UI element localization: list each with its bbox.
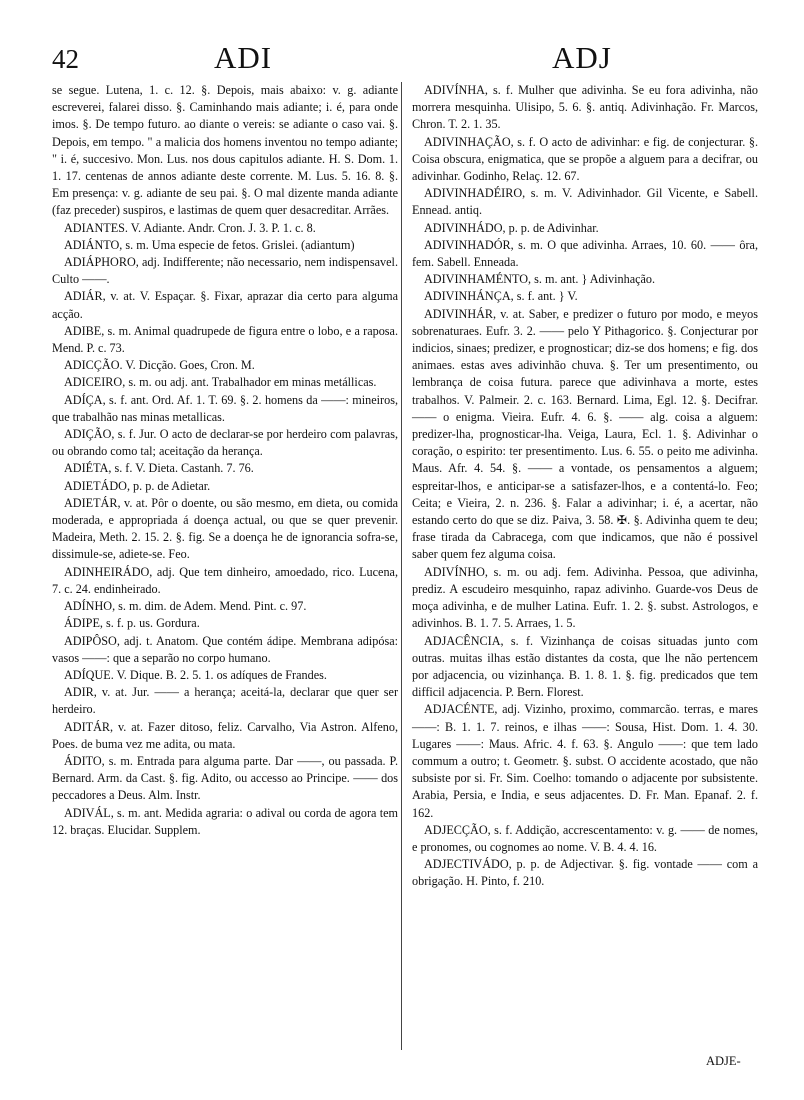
dictionary-entry: ADIVINHADÉIRO, s. m. V. Adivinhador. Gil Vicente, e Sabell. Ennead. antiq. bbox=[412, 186, 758, 218]
running-head-right: ADJ bbox=[552, 40, 612, 75]
dictionary-entry: ADJECÇÃO, s. f. Addição, accrescentamento: v. g. —— de nomes, e pronomes, ou cognomes ao nome. V. B. 4. 4. 16. bbox=[412, 822, 758, 854]
dictionary-entry: ADÍÇA, s. f. ant. Ord. Af. 1. T. 69. §. 2. homens da ——: mineiros, que trabalhão nas minas metallicas. bbox=[52, 392, 398, 424]
dictionary-entry: ADIÉTA, s. f. V. Dieta. Castanh. 7. 76. bbox=[64, 461, 254, 476]
dictionary-entry: ADIÁR, v. at. V. Espaçar. §. Fixar, aprazar dia certo para alguma acção. bbox=[52, 289, 398, 321]
dictionary-entry: ADIVINHAMÉNTO, s. m. ant. } Adivinhação. bbox=[424, 272, 656, 287]
dictionary-entry: ADITÁR, v. at. Fazer ditoso, feliz. Carvalho, Via Astron. Alfeno, Poes. de buma vez me adita, ou mata. bbox=[52, 719, 398, 751]
dictionary-entry: ADIBE, s. m. Animal quadrupede de figura entre o lobo, e a raposa. Mend. P. c. 73. bbox=[52, 323, 398, 356]
dictionary-entry: ADIVINHADÓR, s. m. O que adivinha. Arraes, 10. 60. —— ôra, fem. Sabell. Enneada. bbox=[412, 237, 758, 270]
right-column bbox=[412, 82, 758, 891]
entry-continuation: se segue. Lutena, 1. c. 12. §. Depois, mais abaixo: v. g. adiante escreverei, falarei disso. §. Caminhando mais adiante; i. é, para onde imos. §. De tempo futuro. ao diante o vereis: se adiante o caso vai. §. Depois, em tempo. " a malicia dos homens inventou no tempo adiante; " i. é, succesivo. Mon. Lus. nos dous capitulos adiante. H. S. Dom. 1. 1. 17. centenas de annos adiante deste corrente. M. Lus. 5. 16. 8. §. Em presença: v. g. adiante de seu pai. §. O mal dizente manda adiante (faz preceder) suspiros, e lastimas de quem quer desacreditar. Arrães. bbox=[52, 83, 398, 218]
dictionary-entry: ADIANTES. V. Adiante. Andr. Cron. J. 3. P. 1. c. 8. bbox=[64, 220, 316, 235]
running-head-left: ADI bbox=[214, 40, 273, 75]
dictionary-entry: ADIÁPHORO, adj. Indifferente; não necessario, nem indispensavel. Culto ——. bbox=[52, 255, 398, 287]
dictionary-entry: ADINHEIRÁDO, adj. Que tem dinheiro, amoedado, rico. Lucena, 7. c. 24. endinheirado. bbox=[52, 564, 398, 596]
dictionary-entry: ADIVINHAÇÃO, s. f. O acto de adivinhar: e fig. de conjecturar. §. Coisa obscura, enigmatica, que se propõe a alguem para a decifrar, ou adivinhar. Godinho, Relaç. 12. 67. bbox=[412, 134, 758, 184]
dictionary-entry: ADÍQUE. V. Dique. B. 2. 5. 1. os adíques de Frandes. bbox=[64, 667, 327, 682]
catchword: ADJE- bbox=[706, 1054, 741, 1068]
dictionary-entry: ADICÇÃO. V. Dicção. Goes, Cron. M. bbox=[64, 358, 255, 373]
dictionary-entry: ADJACÉNTE, adj. Vizinho, proximo, commarcão. terras, e mares ——: B. 1. 1. 7. reinos, e ilhas ——: Sousa, Hist. Dom. 1. 4. 30. Lugares ——: Maus. Afric. 4. f. 63. §. Angulo ——: que tem lado commum a outro; t. Geometr. §. subst. O accidente acostado, que não subsiste por si. Fr. Sim. Coelho: tomando o adjacente por subsistente. Arabia, Persia, e India, e seus adjacentes. D. Fr. Man. Epanaf. 2. f. 162. bbox=[412, 702, 758, 820]
left-column bbox=[52, 82, 398, 839]
dictionary-entry: ADIVINHÁR, v. at. Saber, e predizer o futuro por modo, e meyos sobrenaturaes. Eufr. 3. 2. —— pelo Y Pithagorico. §. Conjecturar por indicios, sinaes; predizer, e prognosticar; diz-se dos homens; e fig. dos animaes. estas aves adivinhão chuva. §. Ter um presentimento, ou lembrança de coisa futura. parece que adivinhava a morte, estes trabalhos. V. Palmeir. 2. c. 163. Bernard. Lima, Egl. 12. §. Decifrar. —— o enigma. Vieira. Eufr. 4. 6. §. —— alg. coisa a alguem: predizer-lha, prognosticar-lha. Veiga, Laura, Ecl. 1. §. Adivinhar o coração, o espirito: ter presentimento. Lus. 6. 55. o peito me adivinha. Maus. Afr. 4. 54. §. —— a vontade, os pensamentos a alguem; espreitar-lhos, e anticipar-se a satisfazer-lhos, e a contentá-lo. Feo; Ceita; e Vieira, 2. n. 236. §. Falar a adivinhar; i. é, a acertar, não estando certo do que se diz. Paiva, 3. 58. ✠. §. Adivinha quem te deu; frase tirada da Cabracega, com que indicamos, que não é possivel saber quem fez alguma coisa. bbox=[412, 306, 758, 562]
dictionary-entry: ADIÇÃO, s. f. Jur. O acto de declarar-se por herdeiro com palavras, ou obrando como tal; aceitação da herança. bbox=[52, 427, 398, 459]
page-header bbox=[52, 40, 772, 80]
dictionary-entry: ADIVÍNHO, s. m. ou adj. fem. Adivinha. Pessoa, que adivinha, prediz. A escudeiro mesquinho, rapaz adivinho. Guarde-vos Deus de moça adivinha, e de mulher Latina. Eufr. 1. 2. §. subst. Astrologos, e adivinhos. B. 1. 7. 5. Arraes, 1. 5. bbox=[412, 564, 758, 631]
dictionary-entry: ADÍNHO, s. m. dim. de Adem. Mend. Pint. c. 97. bbox=[64, 599, 307, 614]
page-number: 42 bbox=[52, 44, 79, 74]
column-divider bbox=[401, 82, 402, 1050]
dictionary-entry: ADIÁNTO, s. m. Uma especie de fetos. Grislei. (adiantum) bbox=[64, 237, 355, 252]
dictionary-entry: ADIVÍNHA, s. f. Mulher que adivinha. Se eu fora adivinha, não morrera mesquinha. Ulisipo, 5. 6. §. antiq. Adivinhação. Fr. Marcos, Chron. T. 2. 1. 35. bbox=[412, 83, 758, 132]
dictionary-entry: ADICEIRO, s. m. ou adj. ant. Trabalhador em minas metállicas. bbox=[64, 375, 377, 390]
dictionary-entry: ÁDITO, s. m. Entrada para alguma parte. Dar ——, ou passada. P. Bernard. Arm. da Cast. §. fig. Adito, ou accesso ao Principe. —— dos peccadores a Deus. Alm. Instr. bbox=[52, 753, 398, 803]
dictionary-entry: ADIVINHÁDO, p. p. de Adivinhar. bbox=[424, 220, 599, 235]
dictionary-entry: ADIVÁL, s. m. ant. Medida agraria: o adival ou corda de agora tem 12. braças. Elucidar. Supplem. bbox=[52, 805, 398, 837]
dictionary-entry: ÁDIPE, s. f. p. us. Gordura. bbox=[64, 616, 200, 631]
dictionary-entry: ADJECTIVÁDO, p. p. de Adjectivar. §. fig. vontade —— com a obrigação. H. Pinto, f. 210. bbox=[412, 857, 758, 889]
dictionary-entry: ADIETÁR, v. at. Pôr o doente, ou são mesmo, em dieta, ou comida moderada, e appropriada á doença actual, ou que se quer prevenir. Madeira, Meth. 2. 15. 2. §. fig. Se a doença he de ignorancia sofra-se, dissimule-se, adiete-se. Feo. bbox=[52, 495, 398, 562]
dictionary-entry: ADJACÊNCIA, s. f. Vizinhança de coisas situadas junto com outras. muitas ilhas estão distantes da costa, que lhe não pertencem por adjacencia, ou vizinhança. B. 1. 8. 1. §. fig. predicados que tem difficil adjacencia. P. Bern. Florest. bbox=[412, 633, 758, 700]
dictionary-entry: ADIVINHÁNÇA, s. f. ant. } V. bbox=[424, 289, 578, 304]
dictionary-entry: ADIETÁDO, p. p. de Adietar. bbox=[64, 478, 211, 493]
dictionary-entry: ADIR, v. at. Jur. —— a herança; aceitá-la, declarar que quer ser herdeiro. bbox=[52, 685, 398, 717]
dictionary-entry: ADIPÔSO, adj. t. Anatom. Que contém ádipe. Membrana adipósa: vasos ——: que a separão no corpo humano. bbox=[52, 633, 398, 665]
